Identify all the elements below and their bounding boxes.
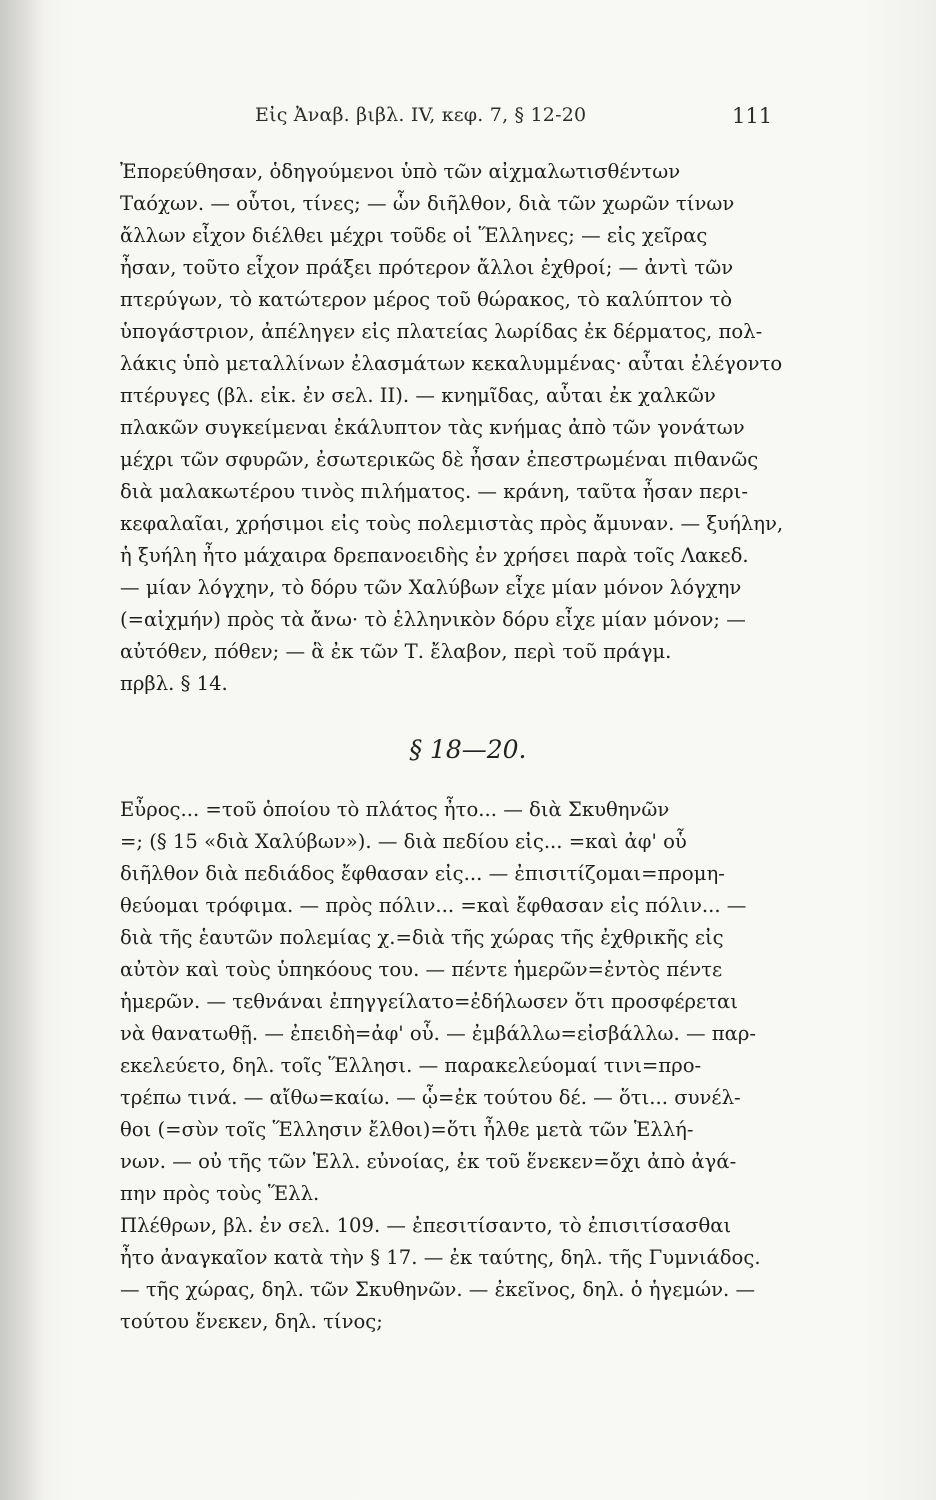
text-line: Πλέθρων, βλ. ἐν σελ. 109. — ἐπεσιτίσαντο, τὸ ἐπισιτίσασθαι — [120, 1214, 732, 1237]
text-line: (=αἰχμήν) πρὸς τὰ ἄνω· τὸ ἑλληνικὸν δόρυ εἶχε μίαν μόνον; — — [120, 608, 746, 631]
text-line: μέχρι τῶν σφυρῶν, ἐσωτερικῶς δὲ ἦσαν ἐπεστρωμέναι πιθανῶς — [120, 448, 759, 471]
text-line: πρβλ. § 14. — [120, 672, 228, 695]
text-line: — μίαν λόγχην, τὸ δόρυ τῶν Χαλύβων εἶχε μίαν μόνον λόγχην — [120, 576, 742, 599]
text-line: Ταόχων. — οὗτοι, τίνες; — ὧν διῆλθον, διὰ τῶν χωρῶν τίνων — [120, 192, 735, 215]
text-line: πλακῶν συγκείμεναι ἐκάλυπτον τὰς κνήμας ἀπὸ τῶν γονάτων — [120, 416, 745, 439]
text-line: ὑπογάστριον, ἀπέληγεν εἰς πλατείας λωρίδας ἐκ δέρματος, πολ- — [120, 320, 763, 343]
text-line: πην πρὸς τοὺς Ἕλλ. — [120, 1182, 320, 1205]
text-line: ἦτο ἀναγκαῖον κατὰ τὴν § 17. — ἐκ ταύτης, δηλ. τῆς Γυμνιάδος. — [120, 1246, 761, 1269]
page-number: 111 — [732, 104, 773, 128]
text-line: διὰ μαλακωτέρου τινὸς πιλήματος. — κράνη, ταῦτα ἦσαν περι- — [120, 480, 748, 503]
text-line: θεύομαι τρόφιμα. — πρὸς πόλιν... =καὶ ἔφθασαν εἰς πόλιν... — — [120, 894, 747, 917]
text-line: Ἐπορεύθησαν, ὁδηγούμενοι ὑπὸ τῶν αἰχμαλωτισθέντων — [120, 160, 681, 183]
text-line: ἦσαν, τοῦτο εἶχον πράξει πρότερον ἄλλοι ἐχθροί; — ἀντὶ τῶν — [120, 256, 734, 279]
text-line: εκελεύετο, δηλ. τοῖς Ἕλλησι. — παρακελεύομαί τινι=προ- — [120, 1054, 702, 1077]
section-heading: § 18—20. — [409, 735, 527, 764]
text-line: ἡ ξυήλη ἦτο μάχαιρα δρεπανοειδὴς ἐν χρήσει παρὰ τοῖς Λακεδ. — [120, 544, 749, 567]
text-line: λάκις ὑπὸ μεταλλίνων ἐλασμάτων κεκαλυμμένας· αὗται ἐλέγοντο — [120, 352, 783, 375]
text-line: τούτου ἕνεκεν, δηλ. τίνος; — [120, 1310, 383, 1333]
text-line: νὰ θανατωθῇ. — ἐπειδὴ=ἀφ' οὗ. — ἐμβάλλω=εἰσβάλλω. — παρ- — [120, 1022, 757, 1045]
text-line: Εὖρος... =τοῦ ὁποίου τὸ πλάτος ἦτο... — διὰ Σκυθηνῶν — [120, 798, 670, 821]
text-line: διῆλθον διὰ πεδιάδος ἔφθασαν εἰς... — ἐπισιτίζομαι=προμη- — [120, 862, 725, 885]
text-line: — τῆς χώρας, δηλ. τῶν Σκυθηνῶν. — ἐκεῖνος, δηλ. ὁ ἡγεμών. — — [120, 1278, 756, 1301]
text-line: πτέρυγες (βλ. εἰκ. ἐν σελ. II). — κνημῖδας, αὗται ἐκ χαλκῶν — [120, 384, 716, 407]
running-head: Εἰς Ἀναβ. βιβλ. IV, κεφ. 7, § 12-20 — [255, 104, 587, 126]
text-line: διὰ τῆς ἑαυτῶν πολεμίας χ.=διὰ τῆς χώρας τῆς ἐχθρικῆς εἰς — [120, 926, 724, 949]
text-line: =; (§ 15 «διὰ Χαλύβων»). — διὰ πεδίου εἰς... =καὶ ἀφ' οὗ — [120, 830, 687, 853]
text-line: αὐτόθεν, πόθεν; — ἃ ἐκ τῶν Τ. ἔλαβον, περὶ τοῦ πράγμ. — [120, 640, 672, 663]
commentary-bottom — [120, 794, 792, 1338]
text-line: τρέπω τινά. — αἴθω=καίω. — ᾧ=ἐκ τούτου δέ. — ὅτι... συνέλ- — [120, 1086, 741, 1109]
text-line: κεφαλαῖαι, χρήσιμοι εἰς τοὺς πολεμιστὰς πρὸς ἄμυναν. — ξυήλην, — [120, 512, 784, 535]
text-line: νων. — οὐ τῆς τῶν Ἑλλ. εὐνοίας, ἐκ τοῦ ἕνεκεν=ὄχι ἀπὸ ἀγά- — [120, 1150, 737, 1173]
text-line: ἡμερῶν. — τεθνάναι ἐπηγγείλατο=ἐδήλωσεν ὅτι προσφέρεται — [120, 990, 738, 1013]
text-line: θοι (=σὺν τοῖς Ἕλλησιν ἔλθοι)=ὅτι ἦλθε μετὰ τῶν Ἑλλή- — [120, 1118, 694, 1141]
text-line: ἄλλων εἶχον διέλθει μέχρι τοῦδε οἱ Ἕλληνες; — εἰς χεῖρας — [120, 224, 708, 247]
text-line: αὐτὸν καὶ τοὺς ὑπηκόους του. — πέντε ἡμερῶν=ἐντὸς πέντε — [120, 958, 723, 981]
commentary-top — [120, 156, 792, 700]
text-line: πτερύγων, τὸ κατώτερον μέρος τοῦ θώρακος, τὸ καλύπτον τὸ — [120, 288, 733, 311]
